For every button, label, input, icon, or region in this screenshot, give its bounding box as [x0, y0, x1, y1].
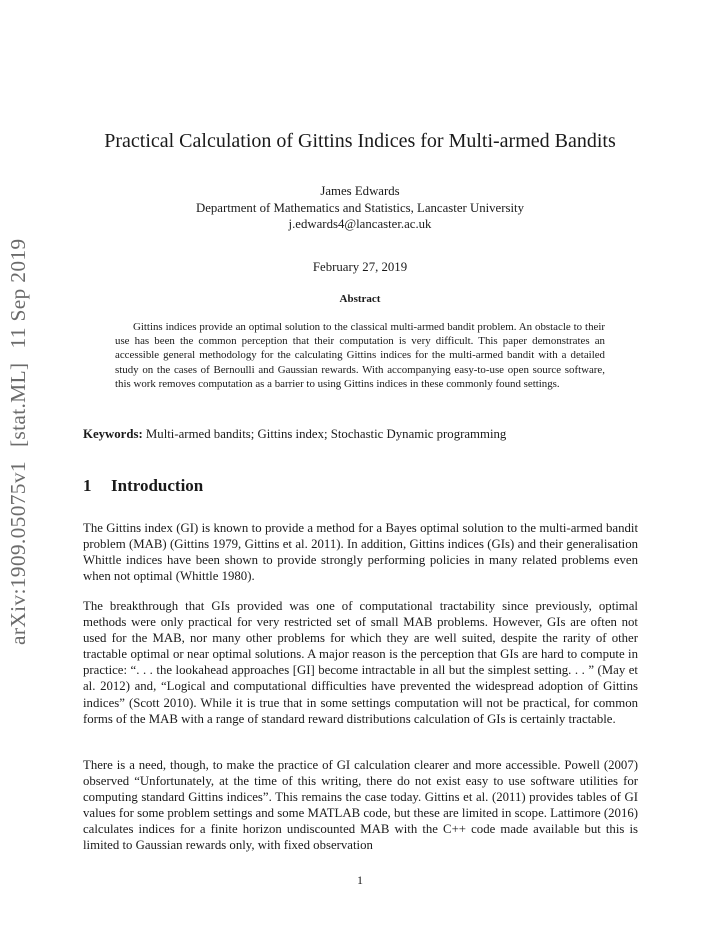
author-block — [0, 183, 720, 233]
section-title: Introduction — [111, 476, 204, 495]
keywords-line — [83, 426, 638, 442]
body-paragraph: The breakthrough that GIs provided was one of computational tractability since previously, optimal methods were only practical for very restricted set of small MAB problems. However, GIs are often not used for the MAB, nor many other problems for which they are well suited, despite the rarity of other tractable optimal or near optimal solutions. A major reason is the perception that GIs are hard to compute in practice: “. . . the lookahead approaches [GI] become intractable in all but the simplest setting. . . ” (May et al. 2012) and, “Logical and computational difficulties have prevented the widespread adoption of Gittins indices” (Scott 2010). While it is true that in some settings computation will not be practical, for common forms of the MAB with a range of standard reward distributions calculation of GIs is certainly tractable. — [83, 599, 638, 726]
author-name: James Edwards — [320, 184, 400, 198]
abstract-text: Gittins indices provide an optimal solution to the classical multi-armed bandit problem. An obstacle to their use has been the common perception that their computation is very difficult. This paper demonstrates an accessible general methodology for the calculating Gittins indices for the multi-armed bandit with a detailed study on the cases of Bernoulli and Gaussian rewards. With accompanying easy-to-use open source software, this work removes computation as a barrier to using Gittins indices in these commonly found settings. — [115, 321, 605, 390]
arxiv-date: 11 Sep 2019 — [6, 238, 30, 349]
page-number: 1 — [357, 873, 363, 887]
arxiv-category: [stat.ML] — [6, 362, 30, 448]
paper-date: February 27, 2019 — [312, 260, 408, 274]
keywords-label: Keywords: — [83, 427, 143, 441]
section-number: 1 — [83, 476, 92, 495]
keywords-text: Multi-armed bandits; Gittins index; Stochastic Dynamic programming — [145, 427, 507, 441]
body-paragraph: There is a need, though, to make the practice of GI calculation clearer and more accessible. Powell (2007) observed “Unfortunately, at the time of this writing, there do not exist easy to use software utilities for computing standard Gittins indices”. This remains the case today. Gittins et al. (2011) provides tables of GI values for some problem settings and some MATLAB code, but these are limited in scope. Lattimore (2016) calculates indices for a finite horizon undiscounted MAB with the C++ code made available but this is limited to Gaussian rewards only, with fixed observation — [83, 758, 638, 853]
abstract-heading: Abstract — [339, 293, 381, 305]
author-affiliation: Department of Mathematics and Statistics, Lancaster University — [195, 200, 524, 215]
body-paragraph: The Gittins index (GI) is known to provide a method for a Bayes optimal solution to the multi-armed bandit problem (MAB) (Gittins 1979, Gittins et al. 2011). In addition, Gittins indices (GIs) and their generalisation Whittle indices have been shown to provide strongly performing policies in many related problems even when not optimal (Whittle 1980). — [83, 521, 638, 584]
paper-title: Practical Calculation of Gittins Indices for Multi-armed Bandits — [104, 130, 616, 152]
section-heading — [83, 476, 203, 496]
arxiv-id: arXiv:1909.05075v1 — [6, 461, 30, 645]
author-email: j.edwards4@lancaster.ac.uk — [288, 217, 432, 231]
